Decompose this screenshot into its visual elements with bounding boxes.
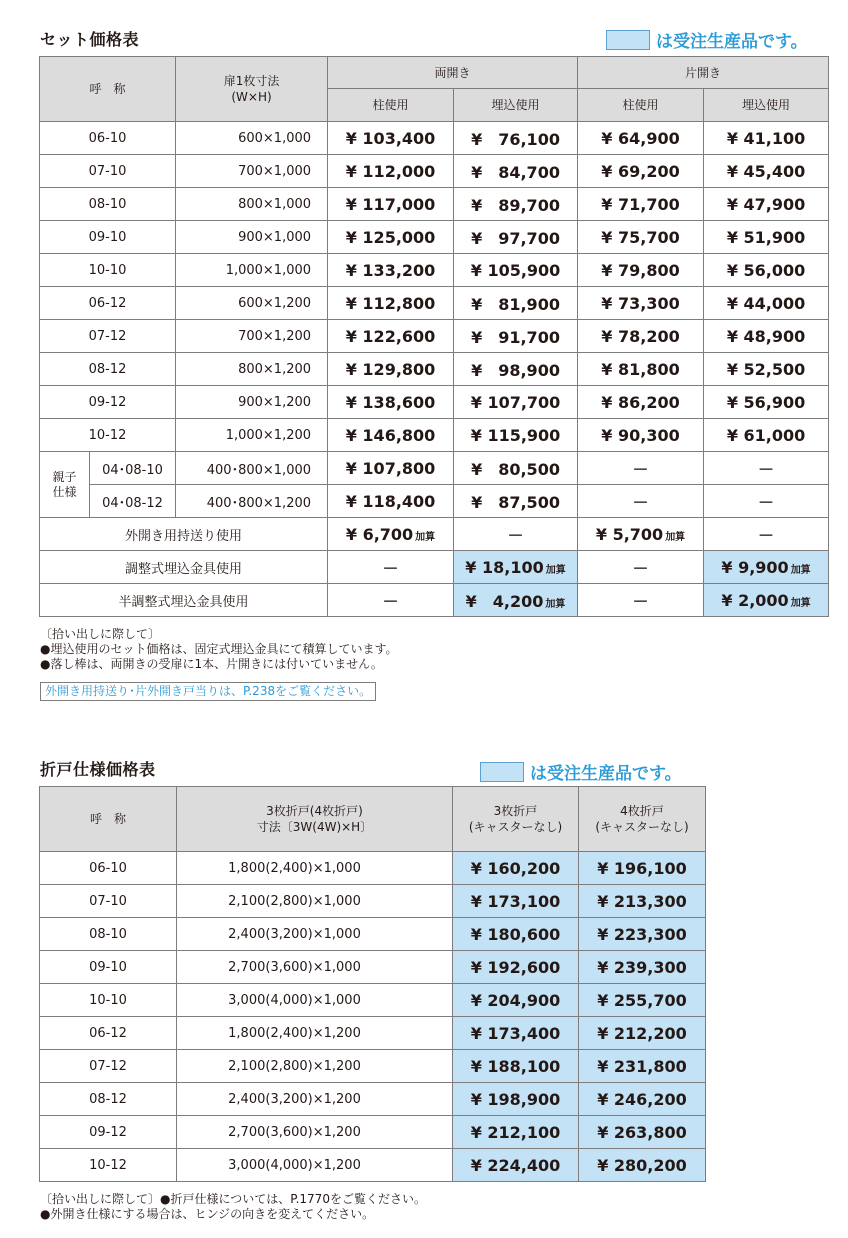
fold-price-title: 折戸仕様価格表 [40,760,156,779]
table-row [40,254,829,287]
header-three-fold: 3枚折戸 (キャスターなし) [453,787,579,852]
price-cell: ¥ 223,300 [579,918,706,951]
price-cell: ¥ 239,300 [579,951,706,984]
fold-notes [40,1192,426,1222]
fold-price-table [39,786,706,1182]
row-name: 07-12 [40,1050,177,1083]
price-cell: ¥ 71,700 [578,188,704,221]
addition-label: 加算 [665,531,686,543]
price-cell: ¥ 73,300 [578,287,704,320]
price-cell: ¥ 246,200 [579,1083,706,1116]
row-name: 08-10 [40,188,176,221]
price-value: ¥ 2,000 [721,590,789,610]
price-cell: ¥ 280,200 [579,1149,706,1182]
row-size: 400･800×1,000 [176,452,328,485]
note-line: ●落し棒は、両開きの受扉に1本、片開きには付いていません。 [40,657,383,671]
row-name: 06-12 [40,287,176,320]
set-price-title: セット価格表 [40,30,140,49]
table-row [40,518,829,551]
price-cell [704,518,829,551]
price-cell: ¥ 48,900 [704,320,829,353]
table-row [40,1083,706,1116]
row-size: 700×1,000 [176,155,328,188]
price-value: ¥ 18,100 [465,557,544,577]
table-row [40,984,706,1017]
price-cell: ¥ 212,100 [453,1116,579,1149]
addition-label: 加算 [545,564,566,576]
price-value: ¥ 5,700 [595,524,664,544]
table-row [40,1149,706,1182]
table-row [40,584,829,617]
row-size: 800×1,000 [176,188,328,221]
row-size: 1,000×1,200 [176,419,328,452]
row-name: 04･08-12 [90,485,176,518]
header-name: 呼 称 [40,787,177,852]
note-line: ●外開き仕様にする場合は、ヒンジの向きを変えてください。 [40,1207,375,1221]
price-cell: ¥ 129,800 [328,353,454,386]
price-cell: ¥ 125,000 [328,221,454,254]
price-cell: ¥ 56,000 [704,254,829,287]
made-to-order-text: は受注生産品です。 [530,764,682,784]
price-value: ¥ 4,200 [465,591,544,611]
price-cell: ¥ 64,900 [578,122,704,155]
row-size: 2,700(3,600)×1,200 [177,1116,453,1149]
price-cell: ¥ 103,400 [328,122,454,155]
price-cell: ¥ 146,800 [328,419,454,452]
row-name: 08-12 [40,353,176,386]
header-single: 片開き [578,57,829,89]
row-name: 06-12 [40,1017,177,1050]
row-size: 900×1,000 [176,221,328,254]
header-single-embed: 埋込使用 [704,89,829,122]
price-cell: ¥ 133,200 [328,254,454,287]
note-line: ●埋込使用のセット価格は、固定式埋込金具にて積算しています。 [40,642,398,656]
row-name: 04･08-10 [90,452,176,485]
table-row [40,353,829,386]
price-cell: ¥ 97,700 [454,221,578,254]
row-name: 06-10 [40,852,177,885]
price-cell: ¥ 107,800 [328,452,454,485]
price-cell [704,584,829,617]
made-to-order-legend [606,27,808,52]
header-size: 3枚折戸(4枚折戸) 寸法〔3W(4W)×H〕 [177,787,453,852]
price-cell: ¥ 91,700 [454,320,578,353]
header-double-post: 柱使用 [328,89,454,122]
page-reference-note: 外開き用持送り･片外開き戸当りは、P.238をご覧ください。 [40,682,376,701]
table-row [40,1116,706,1149]
addition-label: 加算 [790,597,811,609]
price-cell: ¥ 69,200 [578,155,704,188]
price-cell: ¥ 112,800 [328,287,454,320]
price-value: － [632,591,649,611]
price-value: － [382,558,399,578]
table-row [40,485,829,518]
addon-label: 外開き用持送り使用 [40,518,328,551]
price-cell: ¥ 105,900 [454,254,578,287]
price-cell: ¥ 78,200 [578,320,704,353]
price-cell: ¥ 47,900 [704,188,829,221]
row-size: 2,700(3,600)×1,000 [177,951,453,984]
made-to-order-legend [480,759,682,784]
price-cell: ¥ 198,900 [453,1083,579,1116]
price-cell: ¥ 51,900 [704,221,829,254]
row-size: 2,100(2,800)×1,000 [177,885,453,918]
row-name: 08-12 [40,1083,177,1116]
price-cell: ¥ 45,400 [704,155,829,188]
row-name: 07-12 [40,320,176,353]
table-row [40,452,829,485]
table-row [40,122,829,155]
made-to-order-swatch [480,762,524,782]
price-cell: ¥ 80,500 [454,452,578,485]
row-name: 09-10 [40,951,177,984]
price-cell [578,551,704,584]
table-row [40,551,829,584]
header-double-embed: 埋込使用 [454,89,578,122]
table-row [40,320,829,353]
price-cell: ¥ 86,200 [578,386,704,419]
row-size: 700×1,200 [176,320,328,353]
price-cell: ¥ 204,900 [453,984,579,1017]
table-row [40,221,829,254]
header-name: 呼 称 [40,57,176,122]
price-value: ¥ 9,900 [721,557,789,577]
price-cell: ¥ 81,800 [578,353,704,386]
set-price-table [39,56,829,617]
price-cell: ¥ 192,600 [453,951,579,984]
row-size: 600×1,200 [176,287,328,320]
oyako-label: 親子 仕様 [40,452,90,518]
note-line: 〔拾い出しに際して〕 [40,627,161,641]
row-size: 800×1,200 [176,353,328,386]
price-cell [454,518,578,551]
price-cell: ¥ 117,000 [328,188,454,221]
row-name: 09-12 [40,386,176,419]
row-name: 10-10 [40,254,176,287]
price-cell: ¥ 112,000 [328,155,454,188]
row-size: 2,100(2,800)×1,200 [177,1050,453,1083]
row-size: 600×1,000 [176,122,328,155]
price-value: － [632,558,649,578]
row-name: 10-12 [40,419,176,452]
table-row [40,386,829,419]
price-cell: ¥ 81,900 [454,287,578,320]
row-name: 06-10 [40,122,176,155]
price-cell: ¥ 52,500 [704,353,829,386]
price-value: － [758,525,775,545]
table-row [40,1050,706,1083]
price-cell [328,518,454,551]
price-cell: － [578,485,704,518]
price-cell: ¥ 75,700 [578,221,704,254]
price-cell: ¥ 160,200 [453,852,579,885]
price-cell [578,518,704,551]
set-notes [40,627,398,672]
price-cell: ¥ 188,100 [453,1050,579,1083]
price-cell: ¥ 56,900 [704,386,829,419]
table-row [40,951,706,984]
header-double: 両開き [328,57,578,89]
price-cell: ¥ 173,400 [453,1017,579,1050]
price-cell: ¥ 76,100 [454,122,578,155]
price-cell: － [704,452,829,485]
price-cell [328,551,454,584]
price-cell [578,584,704,617]
table-row [40,188,829,221]
table-row [40,885,706,918]
price-cell: ¥ 44,000 [704,287,829,320]
row-name: 09-12 [40,1116,177,1149]
price-cell: ¥ 212,200 [579,1017,706,1050]
price-cell [454,551,578,584]
made-to-order-swatch [606,30,650,50]
row-size: 400･800×1,200 [176,485,328,518]
row-name: 07-10 [40,885,177,918]
addon-label: 調整式埋込金具使用 [40,551,328,584]
price-value: － [382,591,399,611]
price-cell: ¥ 213,300 [579,885,706,918]
header-single-post: 柱使用 [578,89,704,122]
price-cell: ¥ 263,800 [579,1116,706,1149]
price-cell: ¥ 138,600 [328,386,454,419]
table-row [40,918,706,951]
price-cell: ¥ 90,300 [578,419,704,452]
price-cell: ¥ 79,800 [578,254,704,287]
table-row [40,852,706,885]
made-to-order-text: は受注生産品です。 [656,32,808,52]
table-row [40,1017,706,1050]
price-cell: ¥ 122,600 [328,320,454,353]
table-row [40,287,829,320]
row-size: 900×1,200 [176,386,328,419]
price-cell [454,584,578,617]
addition-label: 加算 [415,531,436,543]
row-size: 1,800(2,400)×1,000 [177,852,453,885]
table-row [40,155,829,188]
header-size: 扉1枚寸法 (W×H) [176,57,328,122]
row-size: 3,000(4,000)×1,000 [177,984,453,1017]
row-name: 08-10 [40,918,177,951]
row-size: 2,400(3,200)×1,200 [177,1083,453,1116]
price-cell: ¥ 115,900 [454,419,578,452]
price-cell: ¥ 41,100 [704,122,829,155]
row-size: 2,400(3,200)×1,000 [177,918,453,951]
price-cell: ¥ 224,400 [453,1149,579,1182]
price-cell: ¥ 61,000 [704,419,829,452]
row-name: 10-10 [40,984,177,1017]
price-cell [328,584,454,617]
price-cell: ¥ 89,700 [454,188,578,221]
price-cell: － [578,452,704,485]
row-name: 07-10 [40,155,176,188]
note-line: 〔拾い出しに際して〕●折戸仕様については、P.1770をご覧ください。 [40,1192,426,1206]
price-cell: ¥ 98,900 [454,353,578,386]
price-cell: ¥ 118,400 [328,485,454,518]
price-cell: ¥ 107,700 [454,386,578,419]
price-cell: ¥ 255,700 [579,984,706,1017]
header-four-fold: 4枚折戸 (キャスターなし) [579,787,706,852]
price-value: ¥ 6,700 [345,524,414,544]
row-name: 10-12 [40,1149,177,1182]
table-row [40,419,829,452]
price-cell: ¥ 87,500 [454,485,578,518]
addition-label: 加算 [790,564,811,576]
price-cell: ¥ 196,100 [579,852,706,885]
price-cell: ¥ 173,100 [453,885,579,918]
row-size: 3,000(4,000)×1,200 [177,1149,453,1182]
price-cell [704,551,829,584]
price-cell: ¥ 231,800 [579,1050,706,1083]
row-size: 1,800(2,400)×1,200 [177,1017,453,1050]
row-size: 1,000×1,000 [176,254,328,287]
row-name: 09-10 [40,221,176,254]
price-cell: － [704,485,829,518]
addition-label: 加算 [545,598,566,610]
price-cell: ¥ 84,700 [454,155,578,188]
price-value: － [507,525,524,545]
addon-label: 半調整式埋込金具使用 [40,584,328,617]
price-cell: ¥ 180,600 [453,918,579,951]
